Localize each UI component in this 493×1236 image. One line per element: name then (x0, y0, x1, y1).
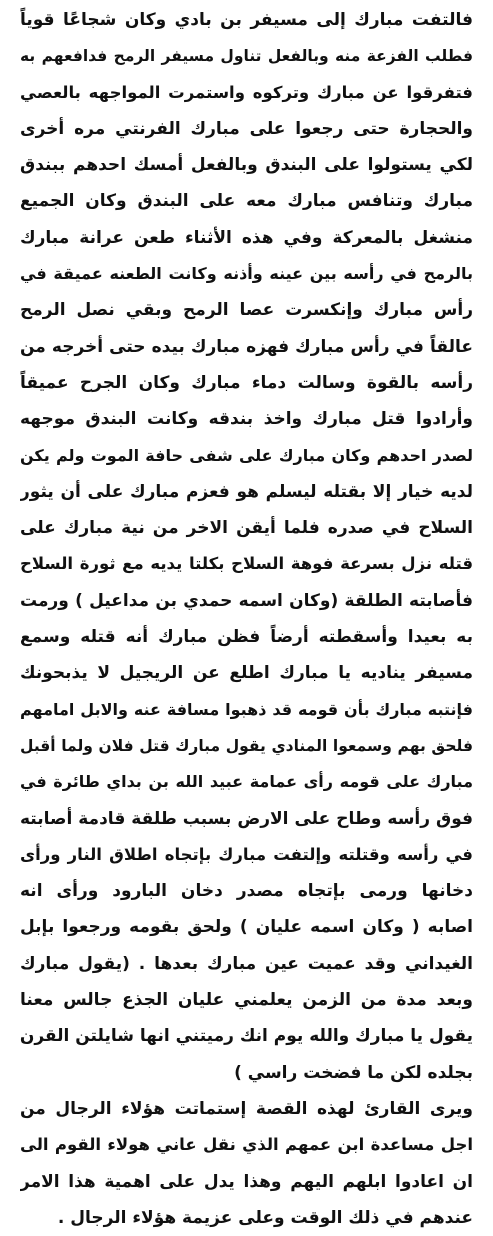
text-line: به بعيدا وأسقطته أرضاً فظن مبارك أنه قتله وسمع (20, 627, 473, 648)
text-line: فطلب الفزعة منه وبالفعل تناول مسيفر الرمح فدافعهم به (20, 47, 473, 66)
text-line: وبعد مدة من الزمن يعلمني عليان الجذع جالس معنا (20, 990, 473, 1011)
text-line: بالرمح في رأسه بين عينه وأذنه وكانت الطعنه عميقة في (20, 264, 473, 284)
text-line: رأس مبارك وإنكسرت عصا الرمح وبقي نصل الرمح (20, 300, 473, 321)
text-line-paragraph-end: عندهم في ذلك الوقت وعلى عزيمة هؤلاء الرجال . (57, 1207, 473, 1228)
text-line: قتله نزل بسرعة فوهة السلاح بكلتا يديه مع ثورة السلاح (20, 554, 473, 574)
text-line: منشغل بالمعركة وفي هذه الأثناء طعن عرانة مبارك (20, 227, 473, 248)
text-line: ويرى القارئ لهذه القصة إستماتت هؤلاء الرجال من (20, 1098, 473, 1119)
text-line: الغيداني وقد عميت عين مبارك بعدها . (يقول مبارك (20, 953, 473, 974)
text-line: فتفرقوا عن مبارك وتركوه واستمرت المواجهه بالعصي (20, 82, 473, 102)
text-line: اجل مساعدة ابن عمهم الذي نقل عاني هولاء القوم الى (20, 1135, 473, 1155)
text-line: مبارك وتنافس مبارك معه على البندق وكان الجميع (20, 191, 473, 212)
text-line: لديه خيار إلا بقتله ليسلم هو فعزم مبارك على أن يثور (20, 481, 473, 502)
text-line: لصدر احدهم وكان مبارك على شفى حافة الموت ولم يكن (20, 445, 473, 465)
text-line: فالتفت مبارك إلى مسيفر بن بادي وكان شجاعًا قوياً (20, 10, 473, 30)
text-line: فإنتبه مبارك بأن قومه قد ذهبوا مسافة عنه والابل امامهم (20, 699, 473, 719)
text-line: وأرادوا قتل مبارك واخذ بندقه وكانت البندق موجهه (20, 409, 473, 430)
text-line: رأسه بالقوة وسالت دماء مبارك وكان الجرح عميقاً (20, 372, 473, 393)
text-line: السلاح في صدره فلما أيقن الاخر من نية مبارك على (20, 518, 473, 539)
document-text (20, 2, 473, 1236)
text-line-paragraph-end: بجلده لكن ما فضخت راسي ) (234, 1062, 473, 1083)
text-line: فوق رأسه وطاح على الارض بسبب طلقة قادمة أصابته (20, 808, 473, 829)
text-line: مبارك على قومه رأى عمامة عبيد الله بن بداي طائرة في (20, 772, 473, 792)
text-line: فلحق بهم وسمعوا المنادي يقول مبارك قتل فلان ولما أقبل (20, 736, 473, 755)
text-line: اصابه ( وكان اسمه عليان ) ولحق بقومه ورجعوا بإبل (20, 917, 473, 938)
text-line: دخانها ورمى بإتجاه مصدر دخان البارود ورأى انه (20, 881, 473, 902)
text-line: مسيفر يناديه يا مبارك اطلع عن الريجيل لا يذبحونك (20, 663, 473, 684)
text-line: فأصابته الطلقة (وكان اسمه حمدي بن مداعيل ) ورمت (20, 590, 473, 611)
text-line: والحجارة حتى رجعوا على مبارك الفرنتي مره أخرى (20, 118, 473, 139)
text-line: عالقاً في رأس مبارك فهزه مبارك بيده حتى أخرجه من (20, 336, 473, 357)
text-line: ان اعادوا ابلهم اليهم وهذا يدل على اهمية هذا الامر (20, 1171, 473, 1192)
text-line: في رأسه وقتلته وإلتفت مبارك بإتجاه اطلاق النار ورأى (20, 844, 473, 864)
text-line: لكي يستولوا على البندق وبالفعل أمسك احدهم ببندق (20, 155, 473, 176)
text-line: يقول يا مبارك والله يوم انك رميتني انها شايلتن القرن (20, 1026, 473, 1047)
